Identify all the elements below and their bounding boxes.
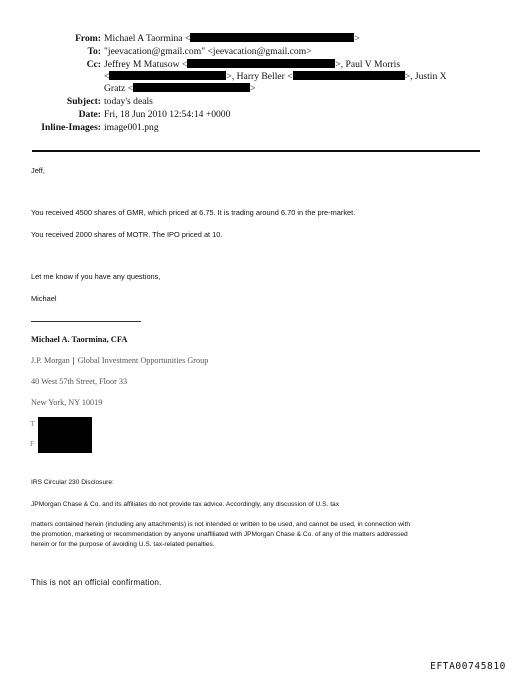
signature-divider — [31, 321, 141, 322]
body-line-gmr: You received 4500 shares of GMR, which priced at 6.75. It is trading around 6.70 in the pre-market. — [31, 208, 356, 217]
redaction-block — [187, 59, 335, 68]
redaction-block — [190, 33, 354, 42]
redaction-block — [133, 83, 250, 92]
subject-value: today's deals — [104, 96, 153, 107]
redaction-block — [293, 71, 405, 80]
cc-row-3 — [0, 83, 512, 95]
from-label: From: — [75, 33, 101, 44]
document-id-stamp: EFTA00745810 — [430, 661, 506, 672]
cc-name-morris: >, Paul V Morris — [335, 59, 401, 70]
signature-name: Michael A. Taormina, CFA — [31, 335, 128, 344]
greeting: Jeff, — [31, 166, 45, 175]
inline-images-row — [0, 122, 512, 134]
signature-address1: 40 West 57th Street, Floor 33 — [31, 377, 128, 386]
cc-line1 — [104, 59, 400, 71]
disclaimer-line3: the promotion, marketing or recommendation by anyone unaffiliated with JPMorgan Chase & Co. of any of the matters addressed — [31, 531, 408, 538]
cc-row — [0, 59, 512, 71]
subject-label: Subject: — [66, 96, 101, 107]
date-row — [0, 109, 512, 121]
disclaimer-heading: IRS Circular 230 Disclosure: — [31, 479, 114, 486]
redaction-block-phone-fax — [38, 417, 92, 453]
signature-separator: | — [72, 356, 75, 365]
email-header — [0, 33, 512, 143]
cc-line3 — [104, 83, 256, 95]
signature-company: J.P. Morgan — [31, 356, 70, 365]
disclaimer-line4: herein or for the purpose of avoiding U.S. tax-related penalties. — [31, 541, 215, 548]
cc-line2 — [104, 71, 447, 83]
cc-row-2 — [0, 71, 512, 83]
cc-name-gratz: Gratz < — [104, 83, 134, 94]
inline-images-label: Inline-Images: — [41, 122, 101, 133]
fax-letter: F — [30, 439, 35, 448]
header-divider — [32, 150, 480, 152]
cc-name-beller: >, Harry Beller < — [226, 71, 293, 82]
body-line-questions: Let me know if you have any questions, — [31, 272, 161, 281]
from-row — [0, 33, 512, 45]
cc-close: > — [250, 83, 256, 94]
disclaimer-line1: JPMorgan Chase & Co. and its affiliates do not provide tax advice. Accordingly, any discussion of U.S. tax — [31, 501, 339, 508]
subject-row — [0, 96, 512, 108]
to-label: To: — [87, 46, 101, 57]
body-line-motr: You received 2000 shares of MOTR. The IPO priced at 10. — [31, 230, 223, 239]
disclaimer-line2: matters contained herein (including any attachments) is not intended or written to be used, and cannot be used, in connection with — [31, 521, 411, 528]
redaction-block — [109, 71, 226, 80]
signoff: Michael — [31, 294, 57, 303]
signature-group: Global Investment Opportunities Group — [77, 356, 209, 365]
date-label: Date: — [78, 109, 101, 120]
cc-open: < — [104, 71, 110, 82]
cc-name-justin: >, Justin X — [404, 71, 447, 82]
signature-address2: New York, NY 10019 — [31, 398, 103, 407]
to-value: "jeevacation@gmail.com" <jeevacation@gmail.com> — [104, 46, 312, 57]
cc-name-matusow: Jeffrey M Matusow < — [104, 59, 188, 70]
cc-label: Cc: — [86, 59, 101, 70]
date-value: Fri, 18 Jun 2010 12:54:14 +0000 — [104, 109, 231, 120]
official-confirmation-notice: This is not an official confirmation. — [31, 578, 162, 587]
from-value — [104, 33, 360, 45]
to-row — [0, 46, 512, 58]
phone-letter: T — [30, 419, 35, 428]
inline-images-value: image001.png — [104, 122, 159, 133]
from-close: > — [354, 33, 360, 44]
from-name: Michael A Taormina < — [104, 33, 191, 44]
signature-company-line — [31, 356, 208, 366]
